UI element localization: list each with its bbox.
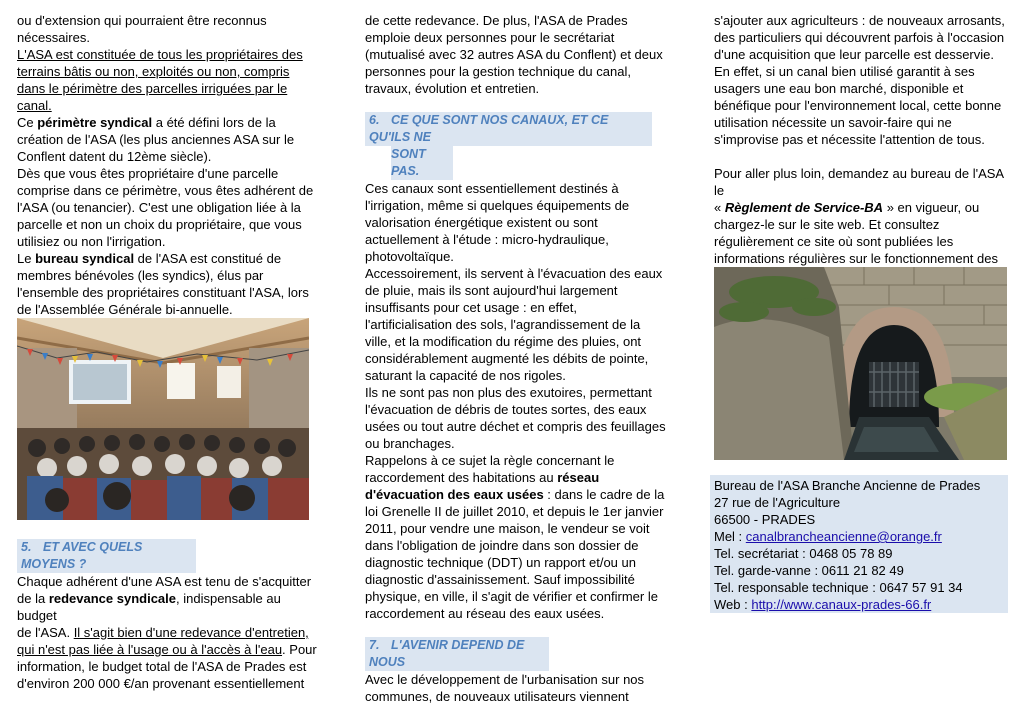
asa-line — [17, 624, 317, 641]
text-line: membres bénévoles (les syndics), élus par — [17, 268, 264, 283]
bold-term: redevance syndicale — [48, 591, 177, 606]
text: . Pour — [282, 642, 317, 657]
underlined-text: Il s'agit bien d'une redevance d'entretien, — [73, 625, 309, 640]
text: : dans le cadre de la — [543, 487, 665, 502]
text-line: photovoltaïque. — [365, 249, 454, 264]
text-line: actuellement à l'étude : micro-hydraulique, — [365, 232, 609, 247]
text-line: s'ajouter aux agriculteurs : de nouveaux arrosants, — [714, 13, 1005, 28]
text-line: usées ou tout autre déchet et compris des feuillages — [365, 419, 666, 434]
text-line: l'évacuation de débris de toutes sortes, des eaux — [365, 402, 647, 417]
heading-text: L'AVENIR DEPEND DE NOUS — [369, 638, 525, 669]
text-line: loi Grenelle II de juillet 2010, et depuis le 1er janvier — [365, 504, 664, 519]
text-line: parcelle et non un choix du propriétaire, que vous — [17, 217, 302, 232]
web-label: Web : — [714, 597, 752, 612]
bold-italic-term: Règlement de Service-BA — [724, 200, 884, 215]
text-line: des particuliers qui découvrent parfois à l'occasion — [714, 30, 1005, 45]
text-line: s'improvise pas et nécessite l'attention de tous. — [714, 132, 985, 147]
text-line: insuffisants pour cet usage : en effet, — [365, 300, 577, 315]
contact-mail-line — [714, 528, 1009, 545]
evac-line — [365, 486, 675, 503]
text: de l'ASA est constitué de — [134, 251, 282, 266]
contact-web-line — [714, 596, 1009, 613]
text: a été défini lors de la — [152, 115, 276, 130]
heading-number: 5. — [21, 540, 32, 554]
text-line: l'ASA (ou tenancier). C'est une obligation liée à la — [17, 200, 301, 215]
text-line: de l'Assemblée Générale bi-annuelle. — [17, 302, 233, 317]
text-line: utilisiez ou non l'irrigation. — [17, 234, 166, 249]
section-heading-5 — [17, 539, 196, 573]
text: de l'ASA. — [17, 625, 74, 640]
column-1 — [17, 12, 317, 318]
text-line: Ils ne sont pas non plus des exutoires, permettant — [365, 385, 652, 400]
section-heading-6 — [365, 112, 652, 146]
bold-term: réseau — [557, 470, 600, 485]
text: Le — [17, 251, 36, 266]
contact-city: 66500 - PRADES — [714, 512, 816, 527]
text-line: Chaque adhérent d'une ASA est tenu de s'acquitter — [17, 574, 312, 589]
bold-term: d'évacuation des eaux usées — [365, 487, 544, 502]
paragraph — [17, 29, 317, 46]
text-line: bénéfique pour l'environnement local, cette bonne — [714, 98, 1002, 113]
reglement-line — [714, 199, 1014, 216]
text-line: l'ensemble des propriétaires constituant l'ASA, lors — [17, 285, 309, 300]
text-line: Pour aller plus loin, demandez au bureau de l'ASA le — [714, 166, 1004, 198]
canal-tunnel-photo — [714, 267, 1007, 460]
text-line: d'environ 200 000 €/an provenant essentiellement — [17, 676, 305, 691]
text-line: comprise dans ce périmètre, vous êtes adhérent de — [17, 183, 314, 198]
underlined-line: L'ASA est constituée de tous les propriétaires des — [17, 47, 303, 62]
paragraph — [17, 12, 317, 29]
asa-line-2 — [17, 641, 317, 658]
heading-text: CE QUE SONT NOS CANAUX, ET CE QU'ILS NE — [369, 113, 609, 144]
text-line: diagnostic technique (DDT) un rapport et/ou un — [365, 555, 636, 570]
text-line: régulièrement ce site où sont publiées les — [714, 234, 954, 249]
text-line: valorisation énergétique existent ou sont — [365, 215, 598, 230]
text-line: chargez-le sur le site web. Et consultez — [714, 217, 940, 232]
heading-number: 7. — [369, 638, 380, 652]
text: » en vigueur, ou — [883, 200, 980, 215]
text-line: l'irrigation, même si quelques équipements de — [365, 198, 630, 213]
email-link[interactable]: canalbrancheancienne@orange.fr — [745, 529, 942, 544]
bold-term: bureau syndical — [35, 251, 135, 266]
contact-tel-technique: Tel. responsable technique : 0647 57 91 34 — [714, 580, 963, 595]
text-line: d'une acquisition que leur parcelle est desservie. — [714, 47, 994, 62]
text-line: de cette redevance. De plus, l'ASA de Prades — [365, 13, 628, 28]
section-heading-7 — [365, 637, 549, 671]
text-line: (mutualisé avec 32 autres ASA du Conflent) et deux — [365, 47, 663, 62]
redevance-line — [17, 590, 317, 624]
column-2 — [365, 12, 675, 705]
text-line: diagnostic d'assainissement. Sauf impossibilité — [365, 572, 635, 587]
heading-number: 6. — [369, 113, 380, 127]
text-line: création de l'ASA (les plus anciennes ASA sur le — [17, 132, 295, 147]
text-line: Rappelons à ce sujet la règle concernant le — [365, 453, 615, 468]
heading-text: ET AVEC QUELS MOYENS ? — [21, 540, 143, 571]
mail-label: Mel : — [714, 529, 746, 544]
heading-text: SONT PAS. — [391, 147, 426, 178]
column-1-lower — [17, 539, 317, 692]
text-line: dans l'obligation de joindre dans son dossier de — [365, 538, 639, 553]
website-link[interactable]: http://www.canaux-prades-66.fr — [751, 597, 932, 612]
text-line: Dès que vous êtes propriétaire d'une parcelle — [17, 166, 279, 181]
reseau-line — [365, 469, 675, 486]
text-line: emploie deux personnes pour le secrétariat — [365, 30, 615, 45]
text-line: informations régulières sur le fonctionnement des — [714, 251, 998, 266]
text-line: raccordement au réseau des eaux usées. — [365, 606, 605, 621]
text-line: 2011, pour vendre une maison, le vendeur se voit — [365, 521, 650, 536]
text-line: physique, en ville, il s'agit de vérifier et confirmer le — [365, 589, 658, 604]
underlined-line: dans le périmètre des parcelles irriguées par le — [17, 81, 288, 96]
perimetre-line — [17, 114, 317, 131]
text-line: de pluie, mais ils sont aujourd'hui largement — [365, 283, 618, 298]
text-line: En effet, si un canal bien utilisé garantit à ses — [714, 64, 975, 79]
text-line: information, le budget total de l'ASA de Prades est — [17, 659, 307, 674]
text-line: ou branchages. — [365, 436, 455, 451]
text: , indispensable au budget — [17, 591, 281, 623]
assembly-image — [17, 318, 309, 520]
contact-street: 27 rue de l'Agriculture — [714, 495, 841, 510]
contact-tel-garde: Tel. garde-vanne : 0611 21 82 49 — [714, 563, 904, 578]
text-line: nécessaires. — [17, 30, 90, 45]
contact-info — [714, 477, 1009, 613]
text: de la — [17, 591, 49, 606]
text-line: Avec le développement de l'urbanisation sur nos — [365, 672, 645, 687]
text-line: travaux, évolution et entretien. — [365, 81, 540, 96]
contact-tel-secretariat: Tel. secrétariat : 0468 05 78 89 — [714, 546, 893, 561]
text-line: l'artificialisation des sols, l'agrandissement de la — [365, 317, 641, 332]
text-line: communes, de nouveaux utilisateurs viennent — [365, 689, 629, 704]
contact-name: Bureau de l'ASA Branche Ancienne de Prades — [714, 478, 981, 493]
text-line: considérablement augmenté les débits de pointe, — [365, 351, 649, 366]
text: « — [714, 200, 725, 215]
section-heading-6-line2 — [391, 146, 453, 180]
bureau-line — [17, 250, 317, 267]
text-line: usagers une eau bon marché, disponible et — [714, 81, 964, 96]
text-line: ou d'extension qui pourraient être reconnus — [17, 13, 267, 28]
text-line: ville, et la modification du régime des pluies, ont — [365, 334, 642, 349]
underlined-line: terrains bâtis ou non, exploités ou non, compris — [17, 64, 290, 79]
text-line: Accessoirement, ils servent à l'évacuation des eaux — [365, 266, 663, 281]
text-line: utilisation nécessite un savoir-faire qui ne — [714, 115, 952, 130]
text-line: Ces canaux sont essentiellement destinés à — [365, 181, 619, 196]
text: Ce — [17, 115, 38, 130]
text-line: personnes pour la gestion technique du canal, — [365, 64, 631, 79]
text-line: saturant la capacité de nos rigoles. — [365, 368, 566, 383]
bold-term: périmètre syndical — [37, 115, 153, 130]
canal-tunnel-image — [714, 267, 1007, 460]
assembly-photo — [17, 318, 309, 520]
underlined-line: canal. — [17, 98, 52, 113]
text: raccordement des habitations au — [365, 470, 558, 485]
underlined-text: qui n'est pas liée à l'usage ou à l'accès à l'eau — [17, 642, 283, 657]
column-3 — [714, 12, 1014, 284]
text-line: Conflent datent du 12ème siècle). — [17, 149, 212, 164]
